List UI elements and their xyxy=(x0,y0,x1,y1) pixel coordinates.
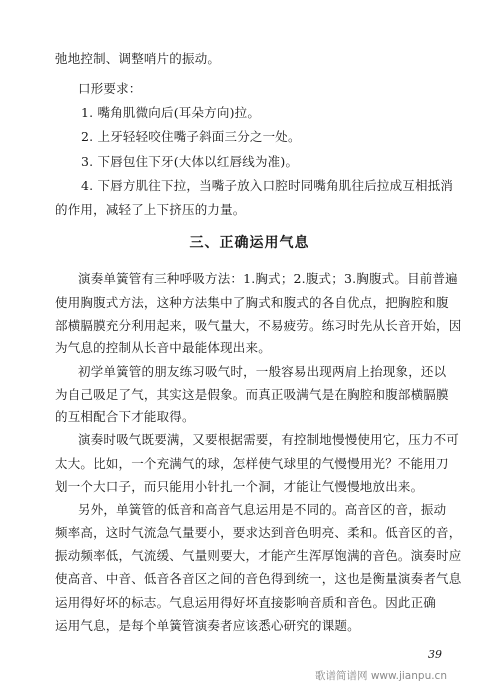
paragraph-line: 另外，单簧管的低音和高音气息运用是不同的。高音区的音，振动 xyxy=(78,502,447,517)
paragraph-line: 为气息的控制从长音中最能体现出来。 xyxy=(55,340,271,355)
paragraph-line: 太大。比如，一个充满气的球，怎样使气球里的气慢慢用光？不能用刀 xyxy=(55,456,449,471)
text-line: 的作用，减轻了上下挤压的力量。 xyxy=(55,202,246,217)
text-line: 口形要求： xyxy=(78,81,142,96)
paragraph-line: 使用胸腹式方法，这种方法集中了胸式和腹式的各自优点，把胸腔和腹 xyxy=(55,295,449,310)
paragraph-line: 划一个大口子，而只能用小针扎一个洞，才能让气慢慢地放出来。 xyxy=(55,479,424,494)
watermark: 歌谱简谱网 www.jianpu.cn xyxy=(315,670,447,682)
paragraph-line: 部横膈膜充分利用起来，吸气量大，不易疲劳。练习时先从长音开始，因 xyxy=(55,318,462,333)
text-line: 弛地控制、调整哨片的振动。 xyxy=(55,51,221,66)
paragraph-line: 频率高，这时气流急气量要小，要求达到音色明亮、柔和。低音区的音， xyxy=(55,525,462,540)
paragraph-line: 使高音、中音、低音各音区之间的音色得到统一，这也是衡量演奏者气息 xyxy=(55,571,462,586)
list-item: 4. 下唇方肌往下拉，当嘴子放入口腔时同嘴角肌往后拉成互相抵消 xyxy=(81,178,454,193)
paragraph-line: 为自己吸足了气，其实这是假象。而真正吸满气是在胸腔和腹部横膈膜 xyxy=(55,387,449,402)
list-item: 2. 上牙轻轻咬住嘴子斜面三分之一处。 xyxy=(81,129,301,144)
paragraph-line: 初学单簧管的朋友练习吸气时，一般容易出现两肩上抬现象，还以 xyxy=(78,364,447,379)
paragraph-line: 的互相配合下才能取得。 xyxy=(55,409,195,424)
paragraph-line: 演奏时吸气既要满，又要根据需要，有控制地慢慢使用它，压力不可 xyxy=(78,432,460,447)
paragraph-line: 演奏单簧管有三种呼吸方法：1.胸式；2.腹式；3.胸腹式。目前普遍 xyxy=(78,271,458,286)
paragraph-line: 运用得好坏的标志。气息运用得好坏直接影响音质和音色。因此正确 xyxy=(55,595,437,610)
paragraph-line: 运用气息，是每个单簧管演奏者应该悉心研究的课题。 xyxy=(55,618,360,633)
list-item: 1. 嘴角肌微向后(耳朵方向)拉。 xyxy=(81,105,261,120)
section-heading: 三、正确运用气息 xyxy=(189,235,310,251)
paragraph-line: 振动频率低，气流缓、气量则要大，才能产生浑厚饱满的音色。演奏时应 xyxy=(55,548,462,563)
page-number: 39 xyxy=(428,648,442,661)
list-item: 3. 下唇包住下牙(大体以红唇线为准)。 xyxy=(81,154,299,169)
